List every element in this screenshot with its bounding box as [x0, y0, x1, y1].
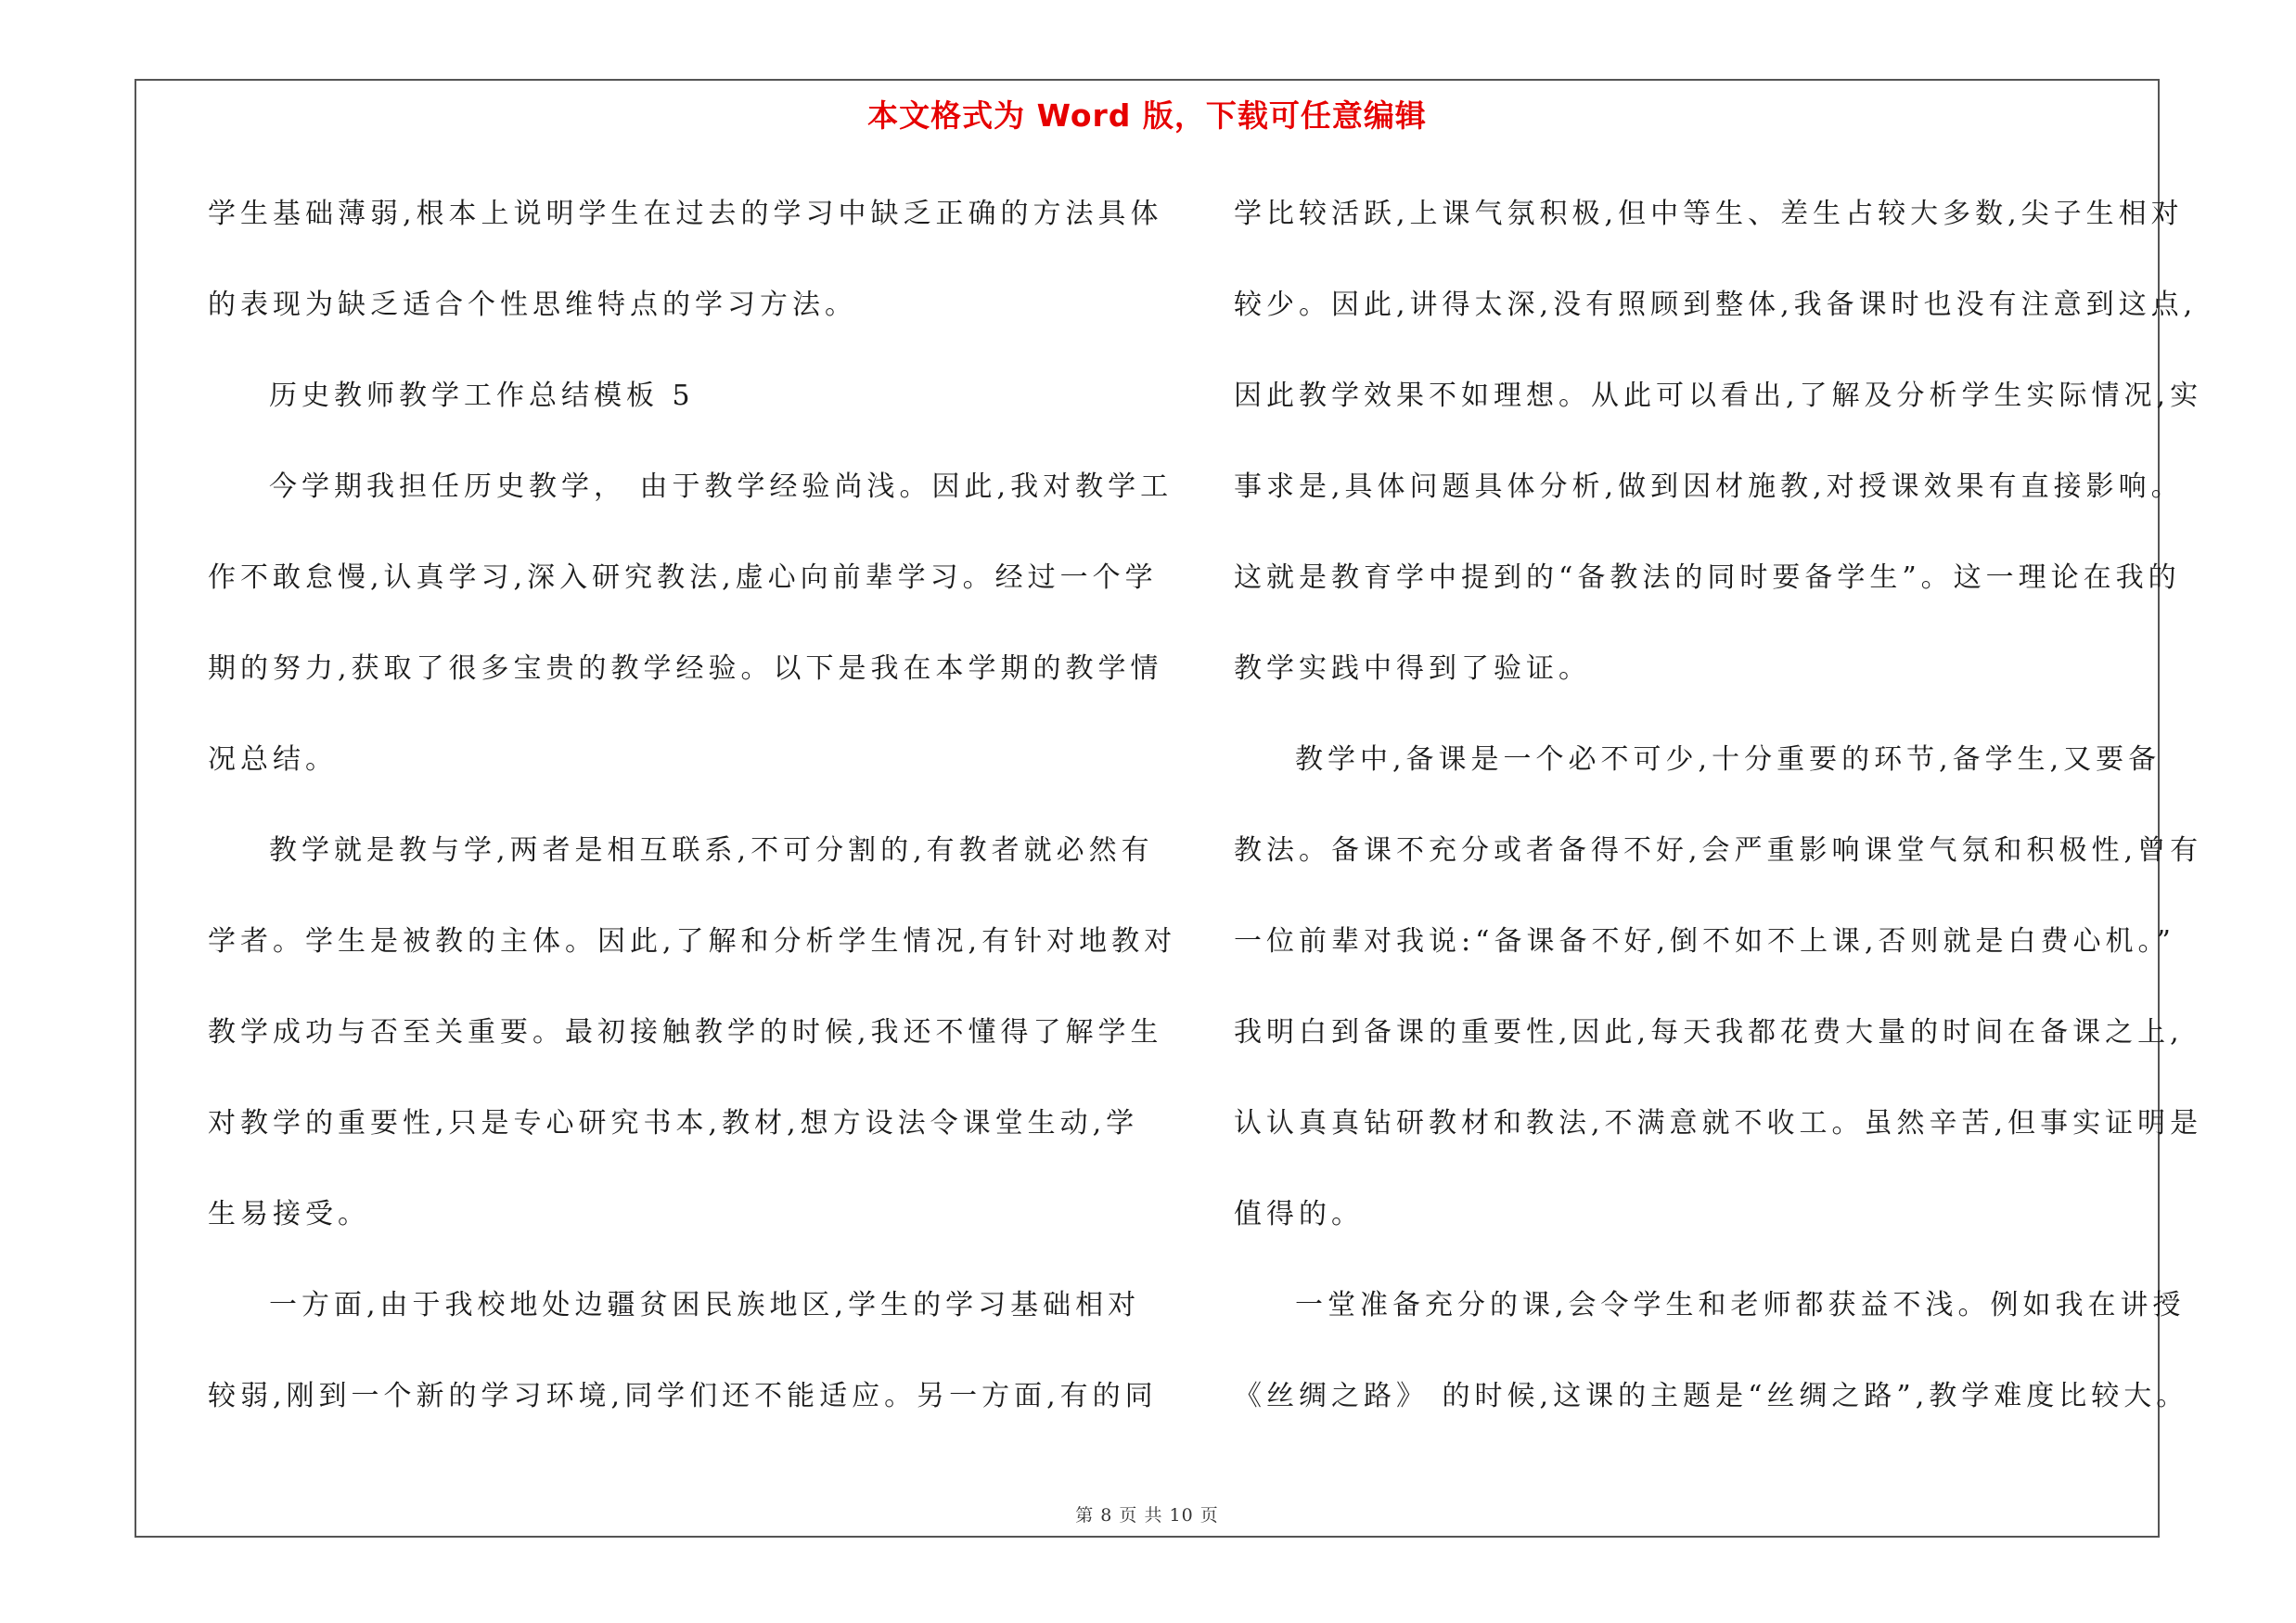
text-line: 教法。备课不充分或者备得不好,会严重影响课堂气氛和积极性,曾有 [1234, 834, 2203, 867]
document-page [135, 79, 2203, 1538]
text-line: 今学期我担任历史教学， 由于教学经验尚浅。因此,我对教学工 [269, 470, 1174, 503]
text-line: 的表现为缺乏适合个性思维特点的学习方法。 [208, 289, 857, 321]
text-line: 较弱,刚到一个新的学习环境,同学们还不能适应。另一方面,有的同 [208, 1380, 1158, 1412]
text-line: 教学就是教与学,两者是相互联系,不可分割的,有教者就必然有 [269, 834, 1154, 867]
text-line: 学者。学生是被教的主体。因此,了解和分析学生情况,有针对地教对 [208, 925, 1177, 958]
page-number: 第 8 页 共 10 页 [1075, 1505, 1219, 1526]
text-line: 学生基础薄弱,根本上说明学生在过去的学习中缺乏正确的方法具体 [208, 198, 1163, 230]
text-line: 教学成功与否至关重要。最初接触教学的时候,我还不懂得了解学生 [208, 1016, 1163, 1049]
text-line: 因此教学效果不如理想。从此可以看出,了解及分析学生实际情况,实 [1234, 380, 2203, 412]
left-column [208, 169, 1177, 1442]
text-line: 这就是教育学中提到的“备教法的同时要备学生”。这一理论在我的 [1234, 561, 2181, 594]
text-line: 作不敢怠慢,认真学习,深入研究教法,虚心向前辈学习。经过一个学 [208, 561, 1158, 594]
text-line: 况总结。 [208, 743, 338, 776]
right-column [1234, 169, 2203, 1442]
text-line: 期的努力,获取了很多宝贵的教学经验。以下是我在本学期的教学情 [208, 652, 1163, 685]
text-line: 事求是,具体问题具体分析,做到因材施教,对授课效果有直接影响。 [1234, 470, 2184, 503]
text-line: 教学实践中得到了验证。 [1234, 652, 1591, 685]
word-format-banner: 本文格式为 Word 版，下载可任意编辑 [867, 97, 1427, 134]
section-heading: 历史教师教学工作总结模板 5 [269, 380, 695, 412]
text-line: 我明白到备课的重要性,因此,每天我都花费大量的时间在备课之上, [1234, 1016, 2184, 1049]
text-line: 一位前辈对我说:“备课备不好,倒不如不上课,否则就是白费心机。” [1234, 925, 2175, 958]
text-line: 教学中,备课是一个必不可少,十分重要的环节,备学生,又要备 [1295, 743, 2161, 776]
text-line: 认认真真钻研教材和教法,不满意就不收工。虽然辛苦,但事实证明是 [1234, 1107, 2203, 1140]
text-line: 生易接受。 [208, 1198, 370, 1230]
text-line: 一方面,由于我校地处边疆贫困民族地区,学生的学习基础相对 [269, 1289, 1141, 1321]
text-line: 《丝绸之路》 的时候,这课的主题是“丝绸之路”,教学难度比较大。 [1234, 1380, 2189, 1412]
text-line: 一堂准备充分的课,会令学生和老师都获益不浅。例如我在讲授 [1295, 1289, 2186, 1321]
text-line: 对教学的重要性,只是专心研究书本,教材,想方设法令课堂生动,学 [208, 1107, 1139, 1140]
text-line: 学比较活跃,上课气氛积极,但中等生、差生占较大多数,尖子生相对 [1234, 198, 2184, 230]
text-line: 较少。因此,讲得太深,没有照顾到整体,我备课时也没有注意到这点, [1234, 289, 2198, 321]
text-line: 值得的。 [1234, 1198, 1364, 1230]
